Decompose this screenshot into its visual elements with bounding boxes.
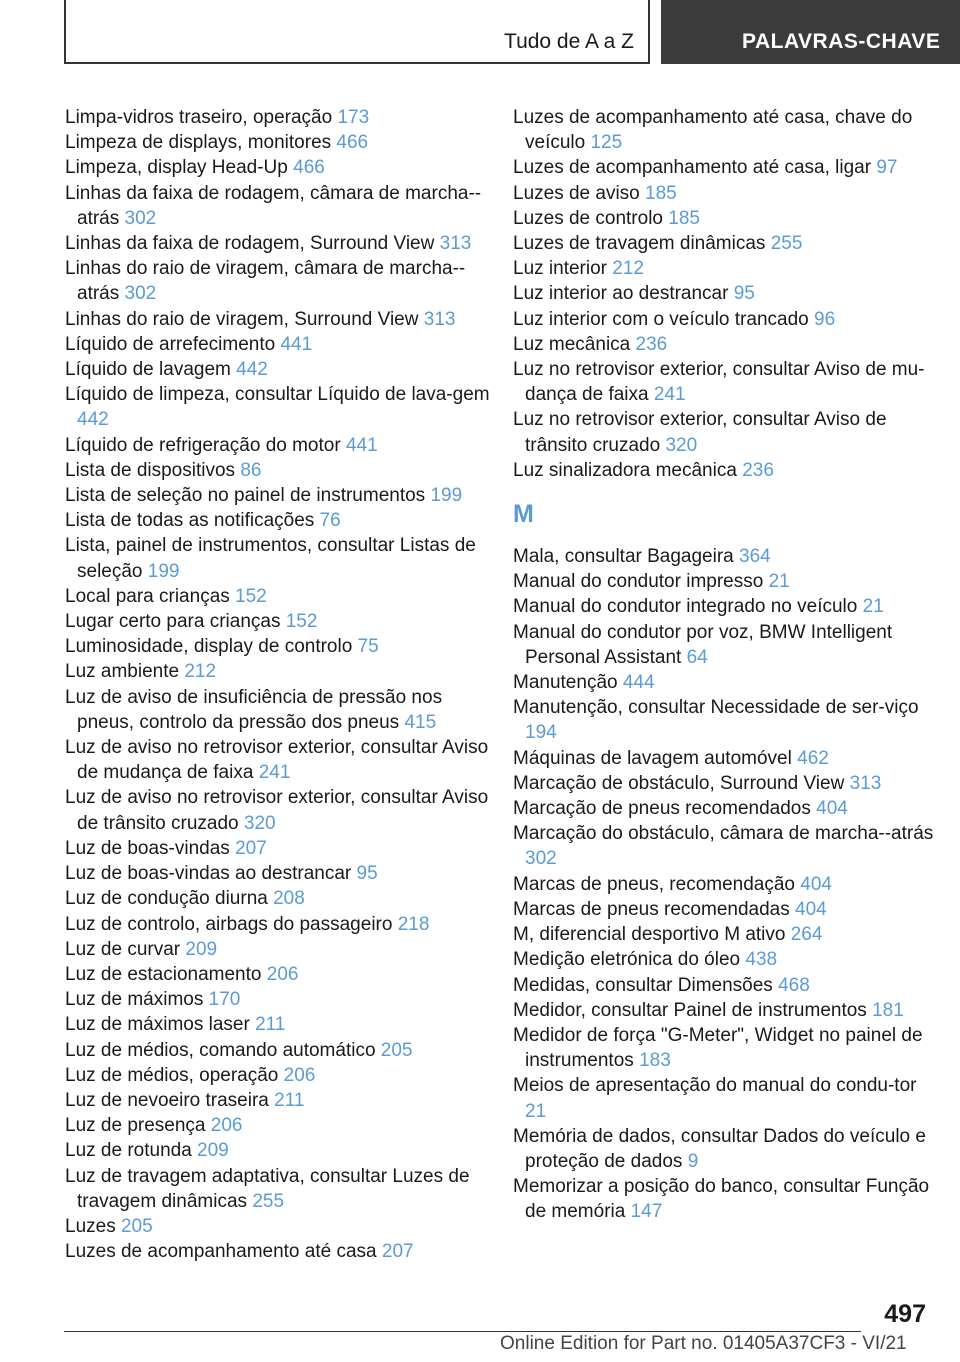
index-entry-page-link[interactable]: 211 <box>255 1014 286 1036</box>
index-entry-text: Medidor de força "G-Meter", Widget no painel de instrumentos <box>513 1024 923 1072</box>
index-entry-page-link[interactable]: 302 <box>124 207 157 229</box>
index-entry <box>65 1012 490 1037</box>
index-entry-page-link[interactable]: 76 <box>319 510 341 532</box>
index-entry-text: Marcação do obstáculo, câmara de marcha--atrás <box>513 823 934 845</box>
index-entry-text: Lista de seleção no painel de instrumentos <box>65 485 426 507</box>
index-entry-text: Luz interior ao destrancar <box>513 283 729 305</box>
index-entry-page-link[interactable]: 241 <box>653 384 686 406</box>
index-entry-text: Limpeza de displays, monitores <box>65 132 332 154</box>
index-entry-text: M, diferencial desportivo M ativo <box>513 924 786 946</box>
index-entry <box>513 771 938 796</box>
index-entry-page-link[interactable]: 264 <box>790 924 823 946</box>
index-entry-page-link[interactable]: 212 <box>184 661 217 683</box>
index-entry <box>65 1138 490 1163</box>
index-entry-text: Manual do condutor integrado no veículo <box>513 596 858 618</box>
index-entry <box>65 685 490 735</box>
index-entry-page-link[interactable]: 442 <box>236 359 268 381</box>
index-entry-page-link[interactable]: 313 <box>849 772 882 794</box>
index-entry-text: Luz no retrovisor exterior, consultar Aviso de trânsito cruzado <box>513 409 887 456</box>
index-entry-text: Líquido de arrefecimento <box>65 333 276 355</box>
index-entry-page-link[interactable]: 255 <box>770 233 803 255</box>
index-entry-text: Luz de aviso de insuficiência de pressão nos pneus, controlo da pressão dos pneus <box>65 686 443 733</box>
index-entry-text: Luz ambiente <box>65 661 180 683</box>
index-entry-page-link[interactable]: 86 <box>240 459 262 481</box>
index-entry-page-link[interactable]: 320 <box>665 434 698 456</box>
index-entry-page-link[interactable]: 404 <box>800 873 832 895</box>
index-entry-page-link[interactable]: 147 <box>630 1201 663 1223</box>
index-entry-text: Luz de rotunda <box>65 1140 192 1162</box>
index-entry <box>65 155 490 180</box>
index-entry-text: Luzes de acompanhamento até casa <box>65 1241 377 1263</box>
index-entry-page-link[interactable]: 96 <box>814 308 836 330</box>
index-entry-page-link[interactable]: 442 <box>77 409 109 431</box>
index-entry <box>513 155 938 180</box>
index-entry <box>65 1113 490 1138</box>
index-entry-page-link[interactable]: 21 <box>768 571 790 593</box>
index-entry-page-link[interactable]: 205 <box>380 1039 413 1061</box>
index-entry-text: Luz de controlo, airbags do passageiro <box>65 913 393 935</box>
index-entry-page-link[interactable]: 404 <box>795 898 827 920</box>
index-entry <box>513 1124 938 1174</box>
index-entry <box>65 836 490 861</box>
index-entry-page-link[interactable]: 95 <box>733 283 755 305</box>
index-entry-text: Manutenção, consultar Necessidade de ser-viço <box>513 697 919 719</box>
index-entry-page-link[interactable]: 64 <box>686 646 708 668</box>
index-entry-page-link[interactable]: 206 <box>283 1064 316 1086</box>
index-entry <box>513 796 938 821</box>
index-entry-text: Luzes de travagem dinâmicas <box>513 233 766 255</box>
index-entry-page-link[interactable]: 209 <box>185 938 218 960</box>
index-entry-text: Luz interior <box>513 258 607 280</box>
index-entry-text: Linhas do raio de viragem, câmara de marcha--atrás <box>65 258 466 305</box>
index-entry-page-link[interactable]: 9 <box>687 1150 699 1172</box>
index-entry-page-link[interactable]: 209 <box>197 1140 229 1162</box>
index-entry-page-link[interactable]: 125 <box>590 132 623 154</box>
index-entry <box>513 256 938 281</box>
index-entry-text: Luminosidade, display de controlo <box>65 636 353 658</box>
index-entry-text: Marcas de pneus recomendadas <box>513 898 790 920</box>
index-entry-page-link[interactable]: 255 <box>252 1190 285 1212</box>
index-entry-text: Medição eletrónica do óleo <box>513 949 741 971</box>
index-entry <box>513 544 938 569</box>
index-entry <box>65 912 490 937</box>
index-entry <box>65 181 490 231</box>
index-entry <box>513 872 938 897</box>
index-entry-text: Lista de todas as notificações <box>65 510 315 532</box>
footer-divider <box>64 1331 861 1332</box>
index-entry-page-link[interactable]: 95 <box>356 863 378 885</box>
index-column-left <box>65 105 490 1264</box>
index-entry-text: Luz de estacionamento <box>65 963 262 985</box>
index-entry <box>65 735 490 785</box>
index-entry-text: Mala, consultar Bagageira <box>513 546 734 568</box>
index-entry <box>65 634 490 659</box>
index-entry-page-link[interactable]: 404 <box>816 798 848 820</box>
index-entry-page-link[interactable]: 211 <box>274 1089 305 1111</box>
index-entry-text: Memorizar a posição do banco, consultar Função de memória <box>513 1176 930 1223</box>
index-entry <box>65 231 490 256</box>
index-entry-page-link[interactable]: 206 <box>210 1115 243 1137</box>
index-entry-page-link[interactable]: 207 <box>235 837 267 859</box>
index-entry <box>65 987 490 1012</box>
index-entry-page-link[interactable]: 438 <box>745 949 778 971</box>
index-entry <box>65 1164 490 1214</box>
index-entry-text: Luz no retrovisor exterior, consultar Aviso de mu-dança de faixa <box>513 359 925 406</box>
index-column-right <box>513 105 938 1225</box>
index-entry <box>65 861 490 886</box>
index-entry <box>65 584 490 609</box>
index-entry-text: Limpa-vidros traseiro, operação <box>65 107 333 128</box>
index-entry-text: Local para crianças <box>65 585 230 607</box>
index-entry-text: Lista de dispositivos <box>65 459 236 481</box>
index-entry-text: Memória de dados, consultar Dados do veículo e proteção de dados <box>513 1125 926 1172</box>
index-entry <box>65 458 490 483</box>
index-entry-page-link[interactable]: 302 <box>525 848 557 870</box>
index-entry-text: Luz de boas-vindas <box>65 837 230 859</box>
index-entry <box>513 821 938 871</box>
index-entry-page-link[interactable]: 170 <box>208 989 241 1011</box>
index-entry-text: Luz de aviso no retrovisor exterior, consultar Aviso de mudança de faixa <box>65 737 489 784</box>
index-entry-text: Manutenção <box>513 672 618 694</box>
index-entry-page-link[interactable]: 462 <box>797 747 829 769</box>
index-entry <box>65 659 490 684</box>
index-entry <box>513 569 938 594</box>
index-entry <box>513 281 938 306</box>
index-entry <box>65 962 490 987</box>
index-entry <box>65 332 490 357</box>
index-entry-text: Luz de curvar <box>65 938 181 960</box>
index-entry-text: Luzes de acompanhamento até casa, chave do veículo <box>513 107 913 154</box>
index-entry <box>65 886 490 911</box>
index-entry-page-link[interactable]: 302 <box>124 283 157 305</box>
index-entry <box>513 973 938 998</box>
index-entry-text: Luz interior com o veículo trancado <box>513 308 809 330</box>
index-entry-page-link[interactable]: 415 <box>404 711 437 733</box>
index-entry-page-link[interactable]: 468 <box>778 974 810 996</box>
section-letter-m: M <box>513 500 534 529</box>
index-entry-page-link[interactable]: 205 <box>120 1215 153 1237</box>
index-entry-text: Líquido de lavagem <box>65 359 231 381</box>
index-entry <box>513 458 938 483</box>
index-entry-page-link[interactable]: 444 <box>622 672 655 694</box>
index-entry-page-link[interactable]: 152 <box>285 611 318 633</box>
index-entry <box>513 1174 938 1224</box>
index-entry-page-link[interactable]: 236 <box>635 333 668 355</box>
index-entry <box>513 998 938 1023</box>
index-entry-page-link[interactable]: 466 <box>293 157 325 179</box>
index-entry-page-link[interactable]: 199 <box>430 485 463 507</box>
index-entry <box>65 256 490 306</box>
index-entry-text: Luzes de controlo <box>513 207 663 229</box>
index-entry <box>513 357 938 407</box>
index-entry <box>513 594 938 619</box>
index-entry <box>513 670 938 695</box>
index-entry-text: Linhas da faixa de rodagem, câmara de marcha--atrás <box>65 182 482 229</box>
index-entry <box>513 922 938 947</box>
index-entry-text: Luz sinalizadora mecânica <box>513 459 737 481</box>
index-entry <box>513 1023 938 1073</box>
index-entry <box>65 1063 490 1088</box>
index-entry-text: Luz de médios, operação <box>65 1064 279 1086</box>
index-entry <box>513 1073 938 1123</box>
index-entry <box>65 609 490 634</box>
index-entry <box>513 947 938 972</box>
index-entry <box>513 231 938 256</box>
header-tab-keywords[interactable]: PALAVRAS-CHAVE <box>661 0 960 64</box>
index-entry-page-link[interactable]: 320 <box>243 812 276 834</box>
index-entry <box>65 533 490 583</box>
index-entry <box>65 1214 490 1239</box>
index-entry <box>65 483 490 508</box>
index-entry-text: Manual do condutor por voz, BMW Intelligent Personal Assistant <box>513 621 893 668</box>
index-entry-text: Linhas da faixa de rodagem, Surround View <box>65 233 435 255</box>
index-entry-text: Luz de máximos laser <box>65 1014 250 1036</box>
index-entry-page-link[interactable]: 21 <box>525 1100 547 1122</box>
index-entry-page-link[interactable]: 313 <box>439 233 472 255</box>
index-entry-page-link[interactable]: 97 <box>876 157 898 179</box>
index-entry-page-link[interactable]: 208 <box>273 888 305 910</box>
index-entry-page-link[interactable]: 313 <box>423 308 456 330</box>
index-entry-text: Líquido de refrigeração do motor <box>65 434 341 456</box>
index-entry <box>65 105 490 130</box>
index-entry <box>513 206 938 231</box>
index-entry-page-link[interactable]: 364 <box>739 546 771 568</box>
index-entry-text: Luz de presença <box>65 1115 206 1137</box>
index-entry-text: Marcas de pneus, recomendação <box>513 873 795 895</box>
index-entry-text: Linhas do raio de viragem, Surround View <box>65 308 419 330</box>
index-entry-text: Manual do condutor impresso <box>513 571 764 593</box>
index-entry-text: Luzes <box>65 1215 116 1237</box>
index-entry <box>513 105 938 155</box>
page-number: 497 <box>884 1300 926 1328</box>
index-entry-page-link[interactable]: 21 <box>862 596 884 618</box>
index-entry <box>513 695 938 745</box>
index-entry-text: Luzes de aviso <box>513 182 640 204</box>
index-entry-page-link[interactable]: 212 <box>612 258 644 280</box>
index-entry-page-link[interactable]: 185 <box>668 207 700 229</box>
index-entry-page-link[interactable]: 199 <box>147 560 180 582</box>
index-entry-text: Luz de condução diurna <box>65 888 268 910</box>
index-entry-page-link[interactable]: 185 <box>645 182 677 204</box>
index-entry-page-link[interactable]: 75 <box>357 636 379 658</box>
index-entry-text: Lista, painel de instrumentos, consultar Listas de seleção <box>65 535 476 582</box>
index-entry-page-link[interactable]: 173 <box>337 107 370 128</box>
index-entry <box>513 897 938 922</box>
index-entry <box>513 746 938 771</box>
index-entry-text: Luz mecânica <box>513 333 631 355</box>
index-entry <box>65 382 490 432</box>
index-entry-page-link[interactable]: 183 <box>639 1050 671 1072</box>
index-entry-text: Luz de médios, comando automático <box>65 1039 376 1061</box>
index-entry <box>65 937 490 962</box>
index-entry-text: Luzes de acompanhamento até casa, ligar <box>513 157 872 179</box>
index-entry-text: Luz de máximos <box>65 989 204 1011</box>
index-entry <box>513 332 938 357</box>
index-entry-page-link[interactable]: 206 <box>266 963 299 985</box>
index-entry-page-link[interactable]: 218 <box>397 913 430 935</box>
footer-edition: Online Edition for Part no. 01405A37CF3 - VI/21 <box>500 1333 907 1354</box>
header-title-box <box>64 0 650 64</box>
index-entry <box>65 508 490 533</box>
index-entry-text: Líquido de limpeza, consultar Líquido de lava-gem <box>65 384 490 406</box>
index-entry <box>65 433 490 458</box>
index-entry-text: Marcação de pneus recomendados <box>513 798 811 820</box>
index-entry-text: Luz de aviso no retrovisor exterior, consultar Aviso de trânsito cruzado <box>65 787 489 834</box>
index-entry-page-link[interactable]: 441 <box>345 434 378 456</box>
index-group-m <box>513 544 938 1224</box>
index-entry <box>513 407 938 457</box>
index-entry-text: Luz de nevoeiro traseira <box>65 1089 269 1111</box>
index-entry-text: Luz de boas-vindas ao destrancar <box>65 863 352 885</box>
index-entry-text: Medidor, consultar Painel de instrumentos <box>513 999 867 1021</box>
index-group-l-continued <box>513 105 938 483</box>
index-entry <box>65 130 490 155</box>
index-entry <box>513 620 938 670</box>
index-entry <box>65 1038 490 1063</box>
index-entry-page-link[interactable]: 241 <box>258 762 291 784</box>
index-entry <box>65 307 490 332</box>
index-entry <box>65 1239 490 1264</box>
index-entry-page-link[interactable]: 194 <box>525 722 557 744</box>
index-entry <box>65 785 490 835</box>
index-entry-text: Marcação de obstáculo, Surround View <box>513 772 845 794</box>
index-entry-text: Medidas, consultar Dimensões <box>513 974 773 996</box>
index-entry-page-link[interactable]: 236 <box>742 459 774 481</box>
index-entry-page-link[interactable]: 152 <box>235 585 267 607</box>
index-entry <box>513 181 938 206</box>
header-title: Tudo de A a Z <box>504 30 634 53</box>
index-entry <box>65 357 490 382</box>
index-entry-page-link[interactable]: 441 <box>280 333 313 355</box>
index-entry-text: Meios de apresentação do manual do condu-tor <box>513 1075 917 1097</box>
index-entry-page-link[interactable]: 181 <box>872 999 904 1021</box>
index-entry <box>65 1088 490 1113</box>
index-entry-text: Máquinas de lavagem automóvel <box>513 747 792 769</box>
index-entry-text: Limpeza, display Head-Up <box>65 157 288 179</box>
index-entry-text: Lugar certo para crianças <box>65 611 281 633</box>
index-entry-page-link[interactable]: 466 <box>336 132 369 154</box>
index-entry <box>513 307 938 332</box>
index-entry-text: Luz de travagem adaptativa, consultar Luzes de travagem dinâmicas <box>65 1165 470 1212</box>
index-entry-page-link[interactable]: 207 <box>381 1241 414 1263</box>
